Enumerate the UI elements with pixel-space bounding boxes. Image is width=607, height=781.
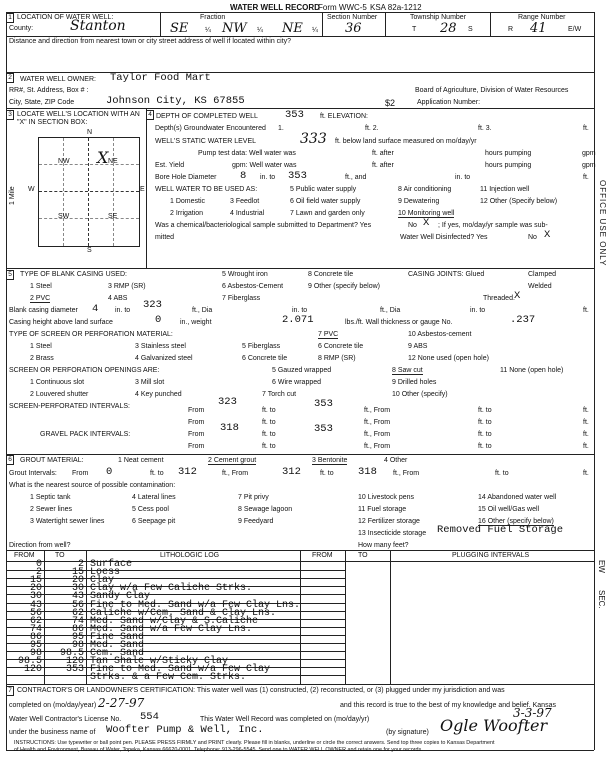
by-signature-label: (by signature) [386, 729, 429, 736]
disinfected-label: Water Well Disinfected? Yes [400, 234, 488, 241]
sp-ft-label: ft., From [364, 407, 391, 414]
completed-value[interactable]: 2-27-97 [98, 696, 145, 710]
diam-to: in. to [115, 307, 131, 314]
owner-name[interactable]: Taylor Food Mart [110, 72, 211, 84]
gw-ft: ft. [583, 125, 589, 132]
city-value[interactable]: Johnson City, KS 67855 [106, 95, 245, 107]
contam-16[interactable]: 16 Other (specify below) [478, 518, 554, 525]
screen-1[interactable]: 1 Steel [30, 343, 52, 350]
log-to[interactable]: 15 [71, 567, 84, 579]
section-value[interactable]: 36 [345, 21, 362, 36]
yield-gpm-tail: gpm [582, 162, 596, 169]
casing-5[interactable]: 5 Wrought iron [222, 271, 268, 278]
log-description[interactable]: Strks. & a Few Cem. Strks. [90, 672, 247, 684]
log-from[interactable]: 98 [29, 648, 42, 660]
screen-4[interactable]: 4 Galvanized steel [135, 355, 193, 362]
open-8[interactable]: 8 Saw cut [392, 367, 423, 374]
ew-label: EW [597, 560, 606, 573]
sp-to-label: ft. to [262, 407, 276, 414]
compass-w: W [28, 186, 35, 193]
screen-7[interactable]: 7 PVC [318, 331, 339, 338]
range-value[interactable]: 41 [530, 21, 547, 36]
sec-label: SEC. [597, 590, 606, 609]
record-date-value[interactable]: 3-3-97 [513, 706, 552, 720]
weight-label: in., weight [180, 319, 212, 326]
compass-s: S [87, 247, 92, 254]
bore-in-to: in. to [455, 174, 471, 181]
sp-label: SCREEN-PERFORATED INTERVALS: [9, 403, 130, 410]
log-description[interactable]: Clay w/a Few Caliche Strks. [90, 583, 253, 595]
gp-to-label-3: ft. to [262, 443, 276, 450]
quarter-1: ¼ [205, 27, 211, 34]
contam-12[interactable]: 12 Fertilizer storage [358, 518, 420, 525]
screen-label: TYPE OF SCREEN OR PERFORATION MATERIAL: [9, 331, 173, 338]
depth-unit: ft. ELEVATION: [320, 113, 368, 120]
log-h-from: FROM [14, 552, 35, 559]
compass-n: N [87, 129, 93, 136]
log-to[interactable]: 120 [65, 656, 84, 668]
contam-other-value[interactable]: Removed Fuel Storage [437, 524, 564, 536]
howmany-label: How many feet? [358, 542, 409, 549]
gp-ft-label: ft., From [364, 431, 391, 438]
chem-tail: ; If yes, mo/day/yr sample was sub- [438, 222, 548, 229]
grout-to-label-2: ft. to [320, 470, 334, 477]
diam-tail: ft., Dia [192, 307, 213, 314]
contam-label: What is the nearest source of possible contamination: [9, 482, 176, 489]
grout-2[interactable]: 2 Cement grout [208, 457, 257, 464]
log-to[interactable]: 56 [71, 599, 84, 611]
log-to[interactable]: 95 [71, 631, 84, 643]
contam-15[interactable]: 15 Oil well/Gas well [478, 506, 540, 513]
joints-clamped[interactable]: Clamped [528, 271, 557, 278]
contam-8[interactable]: 8 Sewage lagoon [238, 506, 293, 513]
section-3-number: 3 [6, 110, 14, 120]
section-5-number: 5 [6, 270, 14, 280]
grout-4[interactable]: 4 Other [384, 457, 408, 464]
township-s: S [468, 26, 473, 33]
quadrant-sw: SW [58, 213, 70, 220]
threaded-mark[interactable]: X [514, 290, 521, 302]
location-mark[interactable]: X [97, 148, 109, 167]
gp-ft-label-2: ft., From [364, 443, 391, 450]
form-number: Form WWC-5 [318, 3, 367, 12]
log-to[interactable]: 62 [71, 607, 84, 619]
contam-13[interactable]: 13 Insecticide storage [358, 530, 427, 537]
log-to[interactable]: 43 [71, 591, 84, 603]
township-label: Township Number [410, 14, 467, 21]
direction-label: Direction from well? [9, 542, 71, 549]
height-value[interactable]: 0 [155, 314, 162, 326]
yield-gpm: gpm: Well water was [232, 162, 297, 169]
county-value[interactable]: Stanton [70, 18, 126, 34]
screen-3[interactable]: 3 Stainless steel [135, 343, 186, 350]
sp-end-2: ft. [583, 419, 589, 426]
sp-from-label-2: From [188, 419, 205, 426]
city-label: City, State, ZIP Code [9, 99, 75, 106]
grout-intervals-label: Grout Intervals: [9, 470, 57, 477]
yield-label: Est. Yield [155, 162, 185, 169]
yield-hours: hours pumping [485, 162, 532, 169]
open-2[interactable]: 2 Louvered shutter [30, 391, 89, 398]
fraction-label: Fraction [200, 14, 226, 21]
casing-9[interactable]: 9 Other (specify below) [308, 283, 380, 290]
gp-to-label: ft. to [262, 431, 276, 438]
contam-14[interactable]: 14 Abandoned water well [478, 494, 557, 501]
grout-from-2[interactable]: 312 [282, 466, 301, 478]
instructions-2: of Health and Environment, Bureau of Water, Topeka, Kansas 66620-0001. Telephone: 913-296-5545. Send one to WATER WELL OWNER and retain one for your records. [14, 747, 423, 753]
use-6[interactable]: 6 Oil field water supply [290, 198, 361, 205]
log-description[interactable]: Fine to Med. Sand w/a Few Clay Lns. [90, 599, 301, 611]
section-box[interactable] [38, 137, 140, 247]
township-t: T [412, 26, 417, 33]
depth-label: DEPTH OF COMPLETED WELL [156, 113, 258, 120]
open-label: SCREEN OR PERFORATION OPENINGS ARE: [9, 367, 160, 374]
signature[interactable]: Ogle Woofter [440, 716, 548, 735]
bore-to-value[interactable]: 353 [288, 170, 307, 182]
log-description[interactable]: Clay [90, 575, 115, 587]
grout-from-1[interactable]: 0 [106, 466, 113, 478]
grout-to-2[interactable]: 318 [358, 466, 377, 478]
log-h-to: TO [55, 552, 65, 559]
grout-from-label: From [72, 470, 89, 477]
grout-1[interactable]: 1 Neat cement [118, 457, 164, 464]
section-1-number: 1 [6, 13, 14, 23]
compass-e: E [140, 186, 145, 193]
application-number-value[interactable]: $2 [385, 98, 396, 108]
chem-no: No [408, 222, 417, 229]
section-2-number: 2 [6, 73, 14, 83]
joints-label: CASING JOINTS: Glued [408, 271, 485, 278]
use-label: WELL WATER TO BE USED AS: [155, 186, 258, 193]
diam-label: Blank casing diameter [9, 307, 78, 314]
gp-to-label-4: ft. to [478, 443, 492, 450]
log-from[interactable]: 0 [35, 559, 42, 570]
contam-10[interactable]: 10 Livestock pens [358, 494, 415, 501]
diam-to-value[interactable]: 323 [143, 299, 162, 311]
mile-label: 1 Mile [9, 186, 16, 205]
gp-end-2: ft. [583, 443, 589, 450]
rr-label: RR#, St. Address, Box # : [9, 87, 89, 94]
open-4[interactable]: 4 Key punched [135, 391, 182, 398]
quadrant-se: SE [108, 213, 118, 220]
joints-threaded[interactable]: Threaded. [483, 295, 515, 302]
log-h-plug: PLUGGING INTERVALS [452, 552, 530, 559]
gp-to-label-2: ft. to [478, 431, 492, 438]
gauge-value[interactable]: .237 [510, 314, 536, 326]
section-7-number: 7 [6, 686, 14, 696]
pump-label: Pump test data: Well water was [198, 150, 296, 157]
pump-gpm: gpm [582, 150, 596, 157]
use-1[interactable]: 1 Domestic [170, 198, 206, 205]
log-from[interactable]: 98.5 [17, 656, 42, 668]
section-4-number: 4 [146, 110, 154, 120]
grout-label: GROUT MATERIAL: [20, 457, 84, 464]
log-h-to2: TO [358, 552, 368, 559]
log-description[interactable]: Med. Sand [90, 640, 145, 651]
section-label: Section Number [327, 14, 378, 21]
log-description[interactable]: Fine to Med. Sand w/a Few Clay [90, 664, 271, 676]
pump-after: ft. after [372, 150, 394, 157]
chem-mark[interactable]: X [423, 217, 430, 229]
log-description[interactable]: Surface [90, 559, 133, 570]
contam-9[interactable]: 9 Feedyard [238, 518, 274, 525]
mitted-label: mitted [155, 234, 175, 241]
diam-ft: ft., Dia [380, 307, 401, 314]
distance-label: Distance and direction from nearest town or city street address of well if located within city? [9, 38, 292, 45]
log-from[interactable]: 120 [23, 664, 42, 676]
business-value[interactable]: Woofter Pump & Well, Inc. [106, 724, 264, 736]
gp-from-label-2: From [188, 443, 205, 450]
log-h-from2: FROM [312, 552, 333, 559]
sp-from-label: From [188, 407, 205, 414]
contam-6[interactable]: 6 Seepage pit [132, 518, 176, 525]
log-from[interactable]: 2 [35, 567, 42, 579]
log-description[interactable]: Sandy Clay [90, 591, 151, 603]
static-label: WELL'S STATIC WATER LEVEL [155, 138, 257, 145]
gw-2: ft. 2. [365, 125, 379, 132]
board-label: Board of Agriculture, Division of Water Resources [415, 87, 569, 94]
sp-to-label-3: ft. to [262, 419, 276, 426]
screen-5[interactable]: 5 Fiberglass [242, 343, 281, 350]
range-r: R [508, 26, 514, 33]
contam-3[interactable]: 3 Watertight sewer lines [30, 518, 105, 525]
contam-2[interactable]: 2 Sewer lines [30, 506, 73, 513]
use-7[interactable]: 7 Lawn and garden only [290, 210, 365, 217]
bore-tail: ft., and [345, 174, 367, 181]
township-value[interactable]: 28 [440, 21, 457, 36]
location-heading: LOCATION OF WATER WELL: [17, 14, 114, 21]
log-from[interactable]: 30 [29, 591, 42, 603]
owner-label: WATER WELL OWNER: [20, 76, 96, 83]
contam-7[interactable]: 7 Pit privy [238, 494, 269, 501]
license-label: Water Well Contractor's License No. [9, 716, 122, 723]
office-use-label: OFFICE USE ONLY [598, 180, 607, 267]
static-value[interactable]: 333 [300, 131, 327, 147]
log-from[interactable]: 62 [29, 615, 42, 627]
fraction-3[interactable]: NE [282, 21, 303, 36]
section3-heading: LOCATE WELL'S LOCATION WITH AN "X" IN SECTION BOX: [17, 111, 140, 126]
open-10[interactable]: 10 Other (specify) [392, 391, 448, 398]
screen-10[interactable]: 10 Asbestos-cement [408, 331, 472, 338]
casing-6[interactable]: 6 Asbestos-Cement [222, 283, 284, 290]
log-description[interactable]: Caliche w/Cem. Sand & Clay Lns. [90, 607, 277, 619]
bore-to: in. to [260, 174, 276, 181]
screen-9[interactable]: 8 RMP (SR) [318, 355, 356, 362]
depth-value[interactable]: 353 [285, 109, 304, 121]
log-from[interactable]: 15 [29, 575, 42, 587]
screen-11[interactable]: 9 ABS [408, 343, 428, 350]
record-label: This Water Well Record was completed on (mo/day/yr) [200, 716, 370, 723]
grout-ft-from-2: ft., From [393, 470, 420, 477]
fraction-2[interactable]: NW [222, 21, 247, 36]
log-from[interactable]: 74 [29, 623, 42, 635]
log-to[interactable]: 98 [71, 640, 84, 651]
joints-welded[interactable]: Welded [528, 283, 552, 290]
gw-label: Depth(s) Groundwater Encountered [155, 125, 266, 132]
range-label: Range Number [518, 14, 566, 21]
business-label: under the business name of [9, 729, 96, 736]
use-11[interactable]: 11 Injection well [480, 186, 530, 193]
bore-value[interactable]: 8 [240, 170, 247, 182]
open-6[interactable]: 6 Wire wrapped [272, 379, 322, 386]
use-8[interactable]: 8 Air conditioning [398, 186, 452, 193]
sp-to-value[interactable]: 353 [314, 398, 333, 410]
log-description[interactable]: Cem. Sand [90, 648, 145, 660]
weight-tail: lbs./ft. Wall thickness or gauge No. [345, 319, 453, 326]
gw-1: 1. [278, 125, 284, 132]
sp-to-label-2: ft. to [478, 407, 492, 414]
open-11[interactable]: 11 None (open hole) [500, 367, 564, 374]
use-12[interactable]: 12 Other (Specify below) [480, 198, 558, 205]
bore-ft: ft. [583, 174, 589, 181]
contam-11[interactable]: 11 Fuel storage [358, 506, 407, 513]
grout-to-label: ft. to [150, 470, 164, 477]
weight-value[interactable]: 2.071 [282, 314, 314, 326]
log-description[interactable]: Loess [90, 567, 121, 579]
height-label: Casing height above land surface [9, 319, 113, 326]
screen-6[interactable]: 6 Concrete tile [242, 355, 288, 362]
completed-label: completed on (mo/day/year) [9, 702, 97, 709]
grout-to-1[interactable]: 312 [178, 466, 197, 478]
open-5[interactable]: 5 Gauzed wrapped [272, 367, 332, 374]
log-from[interactable]: 56 [29, 607, 42, 619]
screen-2[interactable]: 2 Brass [30, 355, 54, 362]
fraction-1[interactable]: SE [170, 21, 189, 36]
form-title: WATER WELL RECORD [230, 3, 320, 12]
gp-from-value[interactable]: 318 [220, 422, 239, 434]
gp-end: ft. [583, 431, 589, 438]
screen-8[interactable]: 6 Concrete tile [318, 343, 364, 350]
diam-value[interactable]: 4 [92, 303, 99, 315]
use-3[interactable]: 3 Feedlot [230, 198, 260, 205]
quarter-3: ¼ [312, 27, 318, 34]
grout-end: ft. [583, 470, 589, 477]
section-6-number: 6 [6, 455, 14, 465]
log-to[interactable]: 86 [71, 623, 84, 635]
log-from[interactable]: 86 [29, 631, 42, 643]
county-label: County: [9, 25, 34, 32]
completed-tail: and this record is true to the best of my knowledge and belief. Kansas [340, 702, 556, 709]
pump-hours: hours pumping [485, 150, 532, 157]
open-7[interactable]: 7 Torch cut [262, 391, 297, 398]
cert-text: CONTRACTOR'S OR LANDOWNER'S CERTIFICATION: This water well was (1) constructed, (2) reconstructed, or (3) plugged under my jurisdiction and was [17, 687, 505, 694]
use-2[interactable]: 2 Irrigation [170, 210, 204, 217]
sp-from-value[interactable]: 323 [218, 396, 237, 408]
log-from[interactable]: 95 [29, 640, 42, 651]
use-9[interactable]: 9 Dewatering [398, 198, 440, 205]
grout-ft-from: ft., From [222, 470, 249, 477]
contam-5[interactable]: 5 Cess pool [132, 506, 169, 513]
casing-3[interactable]: 3 RMP (SR) [108, 283, 146, 290]
use-5[interactable]: 5 Public water supply [290, 186, 357, 193]
form-ksa: KSA 82a-1212 [370, 3, 422, 12]
grout-3[interactable]: 3 Bentonite [312, 457, 348, 464]
log-to[interactable]: 98.5 [59, 648, 84, 660]
casing-1[interactable]: 1 Steel [30, 283, 52, 290]
quadrant-ne: NE [108, 158, 118, 165]
log-to[interactable]: 20 [71, 575, 84, 587]
sp-ft-label-2: ft., From [364, 419, 391, 426]
log-from[interactable]: 43 [29, 599, 42, 611]
bore-label: Bore Hole Diameter [155, 174, 217, 181]
log-description[interactable]: Med. Sand w/a Few Clay Lns. [90, 623, 253, 635]
sp-end: ft. [583, 407, 589, 414]
range-ew: E/W [568, 26, 582, 33]
log-from[interactable]: 20 [29, 583, 42, 595]
quarter-2: ¼ [257, 27, 263, 34]
casing-label: TYPE OF BLANK CASING USED: [20, 271, 127, 278]
log-description[interactable]: Tan Shale w/Sticky Clay [90, 656, 229, 668]
open-3[interactable]: 3 Mill slot [135, 379, 165, 386]
gw-3: ft. 3. [478, 125, 492, 132]
quadrant-nw: NW [58, 158, 70, 165]
sp-to-label-4: ft. to [478, 419, 492, 426]
contam-1[interactable]: 1 Septic tank [30, 494, 71, 501]
gp-to-value[interactable]: 353 [314, 423, 333, 435]
license-value[interactable]: 554 [140, 711, 159, 723]
log-to[interactable]: 2 [77, 559, 84, 570]
gp-from-label: From [188, 431, 205, 438]
contam-4[interactable]: 4 Lateral lines [132, 494, 176, 501]
use-4[interactable]: 4 Industrial [230, 210, 265, 217]
diam-in-to: in. to [292, 307, 308, 314]
diam-in-to-2: in. to [470, 307, 486, 314]
casing-7[interactable]: 7 Fiberglass [222, 295, 261, 302]
screen-12[interactable]: 12 None used (open hole) [408, 355, 489, 362]
diam-end: ft. [583, 307, 589, 314]
chem-label: Was a chemical/bacteriological sample submitted to Department? Yes [155, 222, 372, 229]
log-to[interactable]: 353 [65, 664, 84, 676]
open-9[interactable]: 9 Drilled holes [392, 379, 437, 386]
log-description[interactable]: Med. Sand w/Clay & S.Caliche [90, 615, 259, 627]
log-to[interactable]: 30 [71, 583, 84, 595]
log-description[interactable]: Fine Sand [90, 631, 145, 643]
grout-to-label-3: ft. to [495, 470, 509, 477]
disinfected-mark[interactable]: X [544, 229, 551, 241]
log-to[interactable]: 74 [71, 615, 84, 627]
open-1[interactable]: 1 Continuous slot [30, 379, 85, 386]
static-tail: ft. below land surface measured on mo/day/yr [335, 138, 477, 145]
yield-after: ft. after [372, 162, 394, 169]
casing-2[interactable]: 2 PVC [30, 295, 51, 302]
use-10[interactable]: 10 Monitoring well [398, 210, 455, 217]
casing-4[interactable]: 4 ABS [108, 295, 128, 302]
instructions-1: INSTRUCTIONS: Use typewriter or ball point pen. PLEASE PRESS FIRMLY and PRINT clearly. Please fill in blanks, underline or circle the correct answers. Send top three copies to Kansas Department [14, 740, 495, 746]
log-h-lith: LITHOLOGIC LOG [160, 552, 220, 559]
disinfected-no: No [528, 234, 537, 241]
application-label: Application Number: [417, 99, 481, 106]
gp-label: GRAVEL PACK INTERVALS: [40, 431, 131, 438]
casing-8[interactable]: 8 Concrete tile [308, 271, 354, 278]
